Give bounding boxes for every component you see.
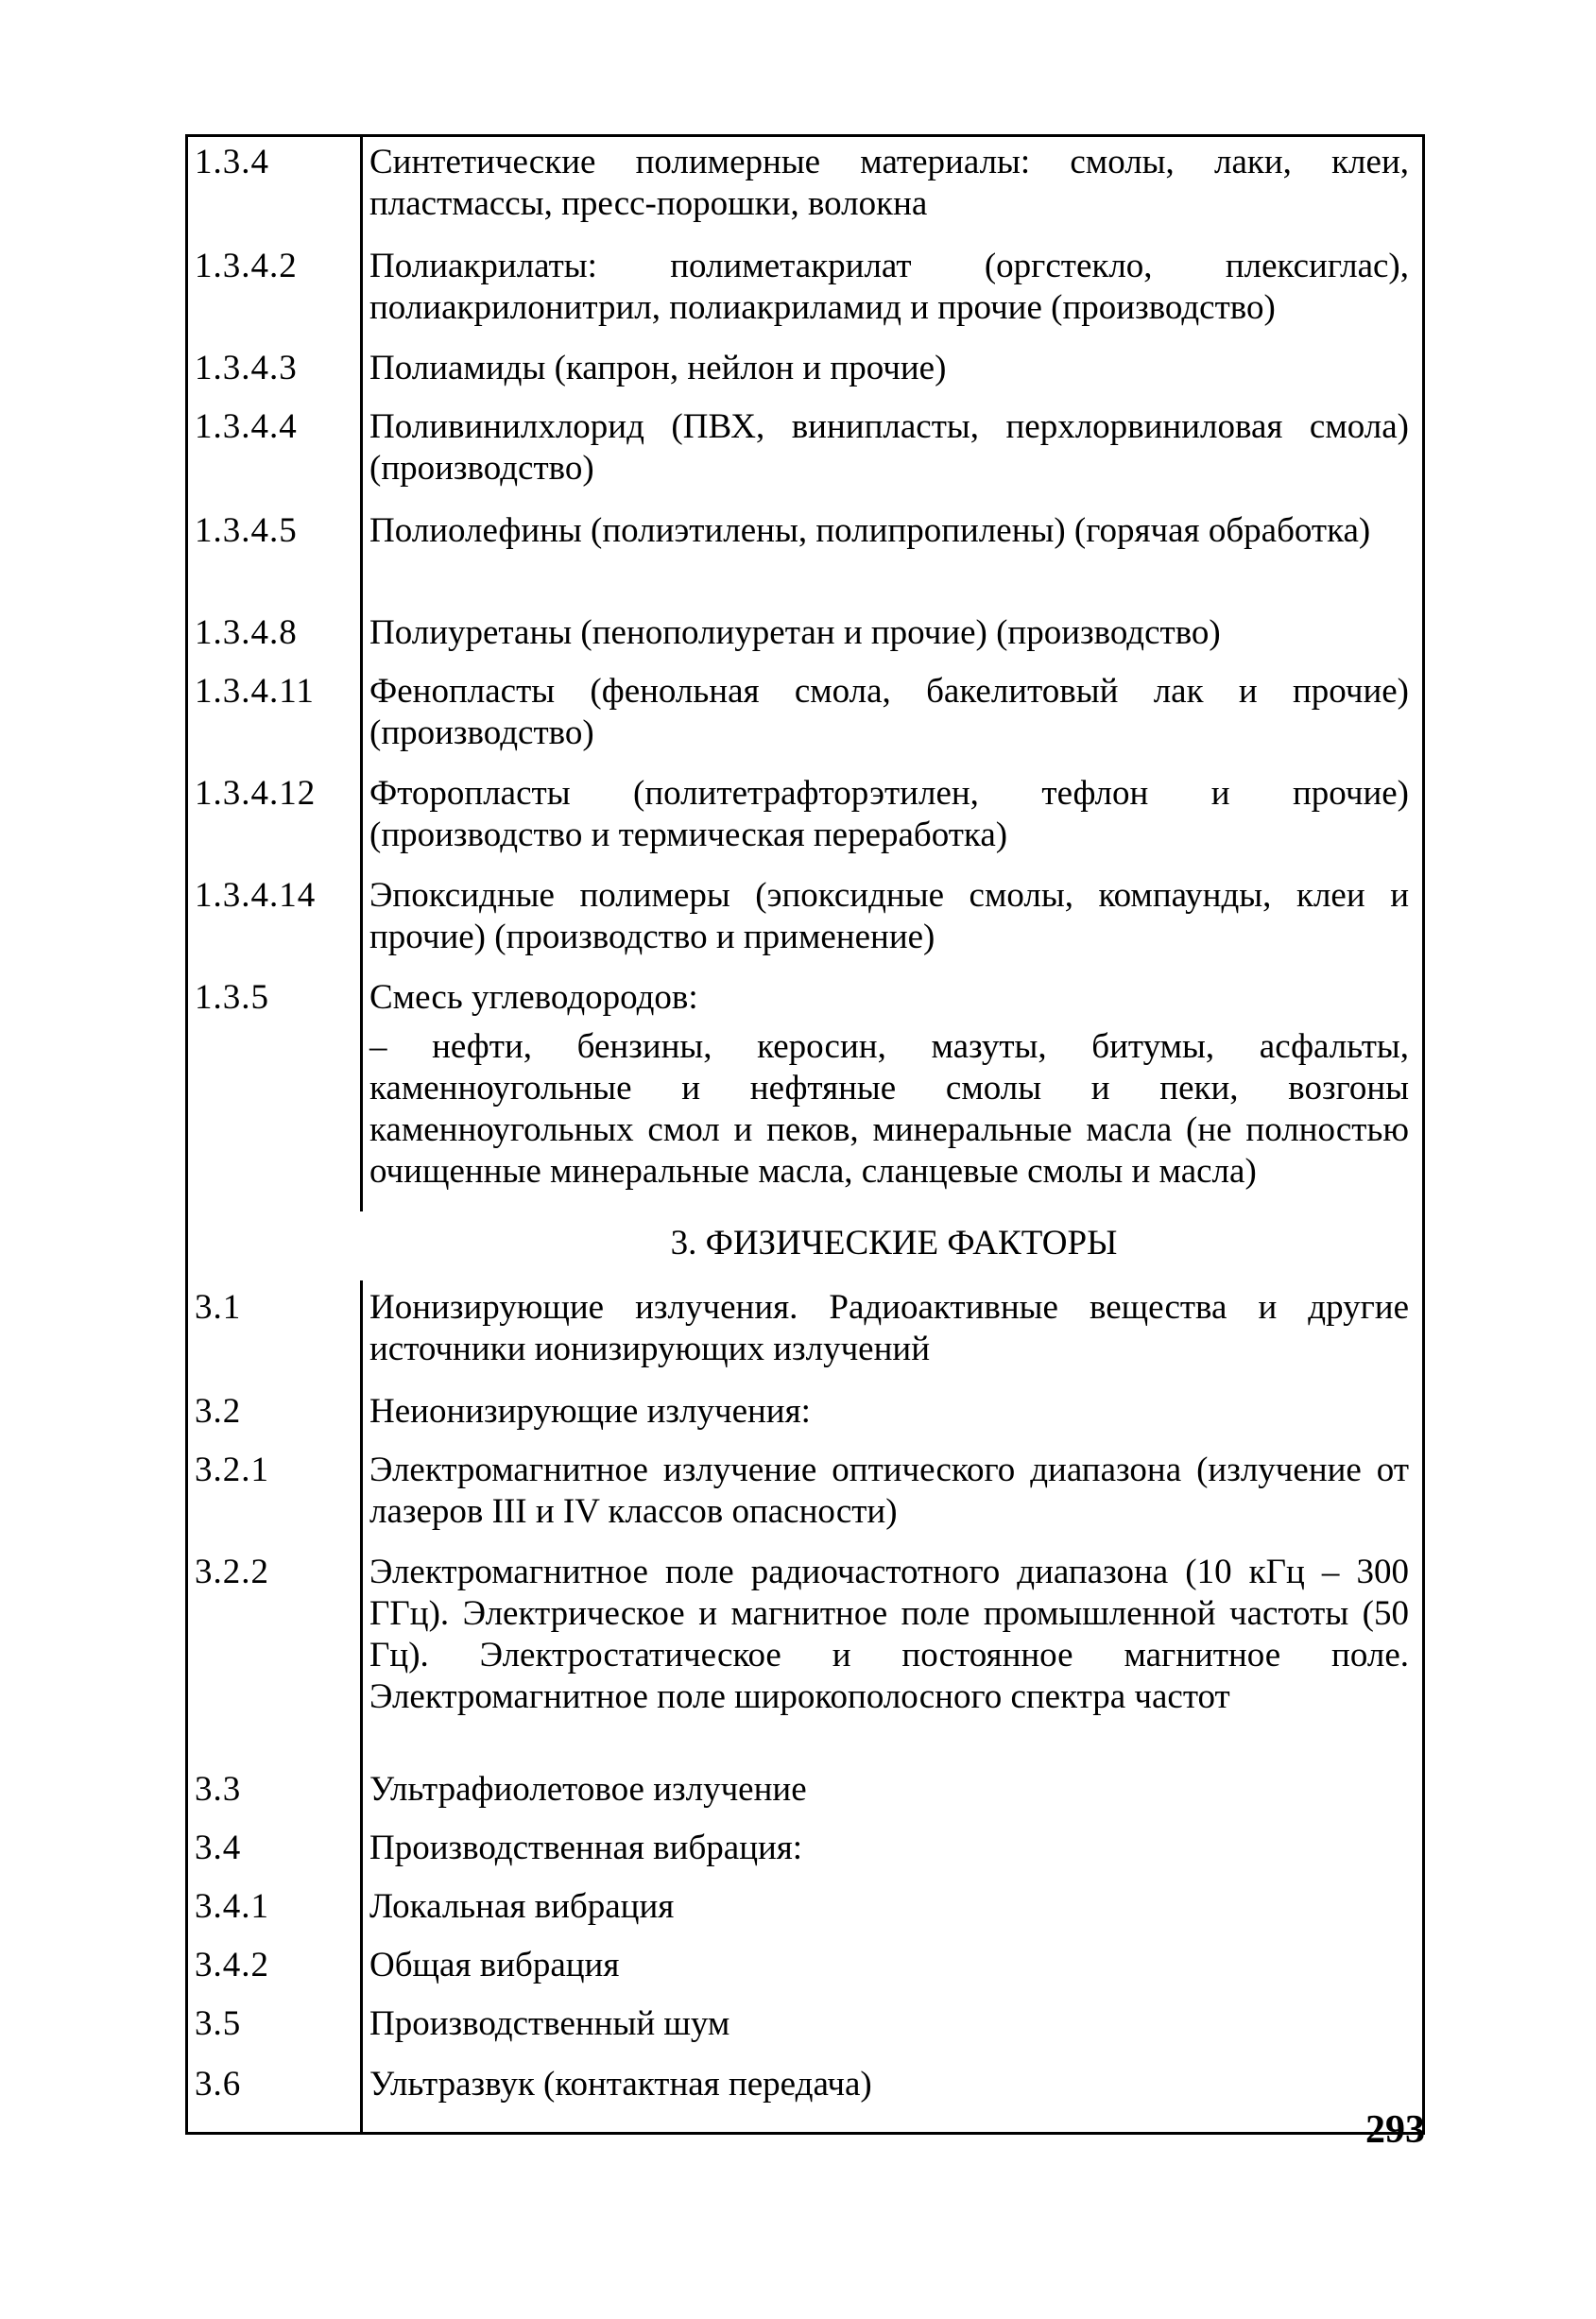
row-text [369,977,1409,1193]
row-code: 1.3.4.5 [195,511,298,550]
row-text: Полиамиды (капрон, нейлон и прочие) [369,349,947,387]
column-divider [360,134,363,1211]
row-text: Электромагнитное излучение оптического диапазона (излучение от лазеров III и IV классов опасности) [369,1451,1409,1531]
row-text: Производственная вибрация: [369,1829,803,1867]
row-code: 1.3.4 [195,143,269,181]
row-code: 1.3.4.12 [195,774,317,813]
row-text: Ионизирующие излучения. Радиоактивные вещества и другие источники ионизирующих излучений [369,1288,1409,1368]
row-text: Локальная вибрация [369,1887,675,1926]
row-code: 3.2.1 [195,1451,269,1489]
row-text: Полиолефины (полиэтилены, полипропилены) (горячая обработка) [369,511,1371,550]
row-code: 3.2.2 [195,1553,269,1591]
section-title: 3. ФИЗИЧЕСКИЕ ФАКТОРЫ [670,1224,1118,1263]
column-divider [360,1280,363,2135]
row-code: 1.3.4.14 [195,876,317,915]
row-code: 3.5 [195,2004,242,2043]
row-code: 3.4 [195,1829,242,1867]
row-code: 3.2 [195,1392,242,1431]
row-code: 1.3.4.4 [195,407,298,446]
row-text: Фенопласты (фенольная смола, бакелитовый лак и прочие) (производство) [369,672,1409,752]
row-code: 3.6 [195,2065,242,2104]
row-text: Эпоксидные полимеры (эпоксидные смолы, компаунды, клеи и прочие) (производство и применение) [369,876,1409,956]
row-text: Производственный шум [369,2004,730,2043]
row-text: Полиакрилаты: полиметакрилат (оргстекло, плексиглас), полиакрилонитрил, полиакриламид и прочие (производство) [369,247,1409,327]
row-code: 3.4.2 [195,1946,269,1984]
row-code: 3.3 [195,1770,242,1809]
row-text: Полиуретаны (пенополиуретан и прочие) (производство) [369,613,1221,652]
row-code: 3.1 [195,1288,242,1327]
row-code: 1.3.4.3 [195,349,298,387]
row-code: 1.3.4.11 [195,672,315,711]
row-text: Фторопласты (политетрафторэтилен, тефлон и прочие) (производство и термическая переработка) [369,774,1409,854]
row-text: Неионизирующие излучения: [369,1392,811,1431]
page-number: 293 [1365,2108,1425,2152]
row-text-line: – нефти, бензины, керосин, мазуты, битумы, асфальты, каменноугольные и нефтяные смолы и пеки, возгоны каменноугольных смол и пеков, минеральные масла (не полностью очищенные минеральные масла, сланцевые смолы и масла) [369,1027,1409,1191]
row-code: 1.3.4.2 [195,247,298,285]
row-text-line: Смесь углеводородов: [369,978,698,1017]
row-text: Ультрафиолетовое излучение [369,1770,807,1809]
row-text: Общая вибрация [369,1946,620,1984]
row-text: Синтетические полимерные материалы: смолы, лаки, клеи, пластмассы, пресс-порошки, волокна [369,143,1409,223]
row-text: Электромагнитное поле радиочастотного диапазона (10 кГц – 300 ГГц). Электрическое и магнитное поле промышленной частоты (50 Гц). Электростатическое и постоянное магнитное поле. Электромагнитное поле широкополосного спектра частот [369,1553,1409,1716]
row-code: 3.4.1 [195,1887,269,1926]
row-code: 1.3.5 [195,978,269,1017]
row-text: Поливинилхлорид (ПВХ, винипласты, перхлорвиниловая смола) (производство) [369,407,1409,488]
row-code: 1.3.4.8 [195,613,298,652]
row-text: Ультразвук (контактная передача) [369,2065,872,2104]
